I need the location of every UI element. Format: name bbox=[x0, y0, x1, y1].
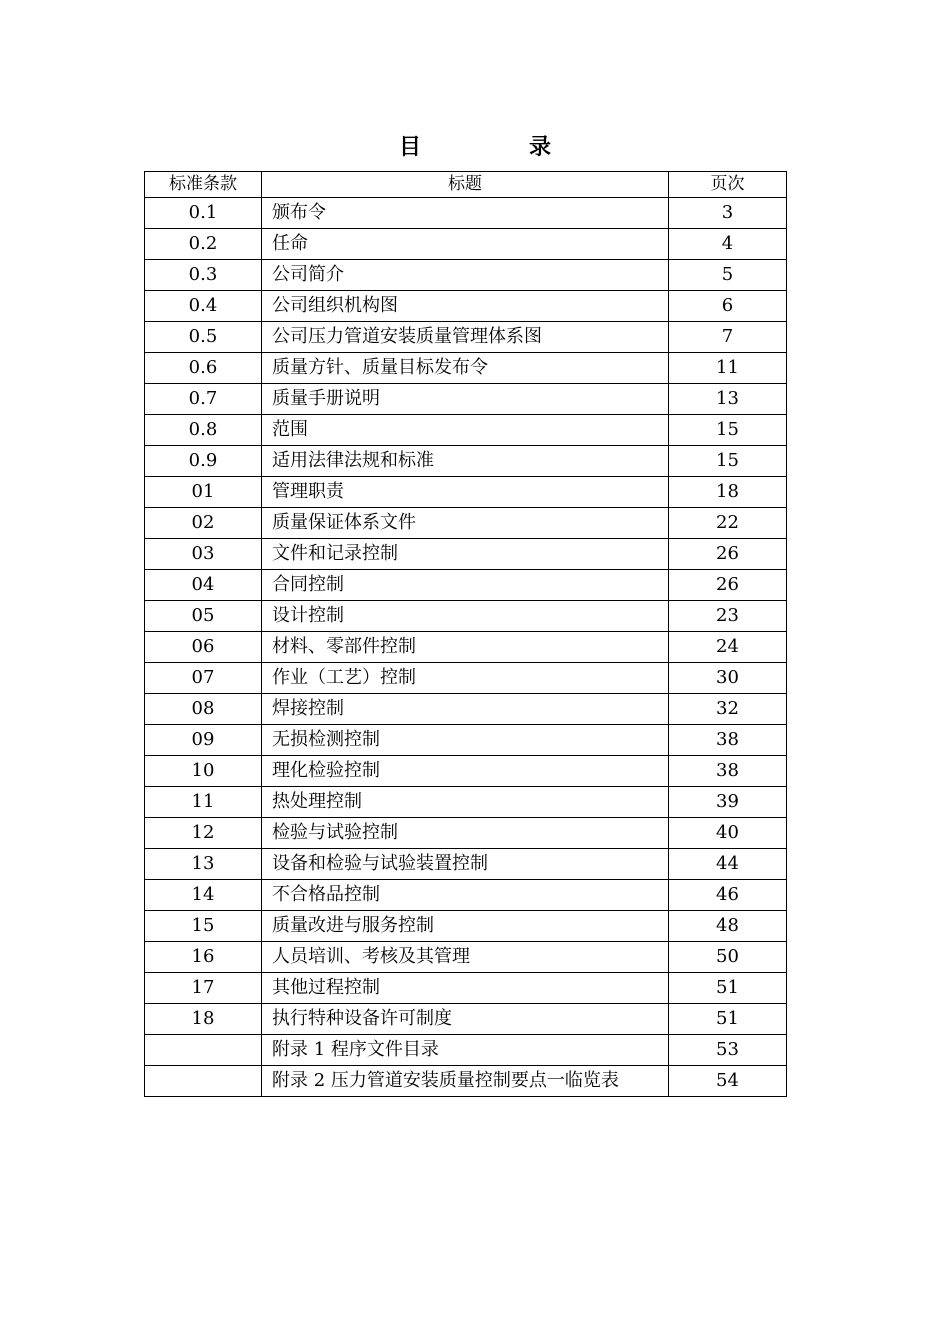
table-row bbox=[145, 415, 787, 446]
clause-number: 02 bbox=[145, 508, 262, 539]
clause-number: 09 bbox=[145, 725, 262, 756]
clause-number: 0.7 bbox=[145, 384, 262, 415]
clause-number: 0.2 bbox=[145, 229, 262, 260]
page-number: 23 bbox=[669, 601, 787, 632]
section-title: 文件和记录控制 bbox=[262, 539, 669, 570]
clause-number bbox=[145, 1066, 262, 1097]
header-clause: 标准条款 bbox=[145, 172, 262, 198]
clause-number: 0.3 bbox=[145, 260, 262, 291]
section-title: 其他过程控制 bbox=[262, 973, 669, 1004]
title-char-2: 录 bbox=[529, 135, 552, 160]
table-row bbox=[145, 849, 787, 880]
section-title: 无损检测控制 bbox=[262, 725, 669, 756]
page-number: 40 bbox=[669, 818, 787, 849]
page-number: 54 bbox=[669, 1066, 787, 1097]
clause-number: 01 bbox=[145, 477, 262, 508]
section-title: 执行特种设备许可制度 bbox=[262, 1004, 669, 1035]
clause-number: 0.5 bbox=[145, 322, 262, 353]
section-title: 检验与试验控制 bbox=[262, 818, 669, 849]
page-number: 50 bbox=[669, 942, 787, 973]
section-title: 热处理控制 bbox=[262, 787, 669, 818]
section-title: 范围 bbox=[262, 415, 669, 446]
table-row bbox=[145, 353, 787, 384]
table-row bbox=[145, 384, 787, 415]
table-row bbox=[145, 632, 787, 663]
section-title: 颁布令 bbox=[262, 198, 669, 229]
page-number: 51 bbox=[669, 973, 787, 1004]
section-title: 适用法律法规和标准 bbox=[262, 446, 669, 477]
table-row bbox=[145, 1035, 787, 1066]
table-row bbox=[145, 663, 787, 694]
section-title: 理化检验控制 bbox=[262, 756, 669, 787]
clause-number: 13 bbox=[145, 849, 262, 880]
section-title: 任命 bbox=[262, 229, 669, 260]
section-title: 设计控制 bbox=[262, 601, 669, 632]
page-number: 38 bbox=[669, 756, 787, 787]
page-number: 5 bbox=[669, 260, 787, 291]
page-number: 51 bbox=[669, 1004, 787, 1035]
section-title: 公司组织机构图 bbox=[262, 291, 669, 322]
table-row bbox=[145, 787, 787, 818]
clause-number: 0.9 bbox=[145, 446, 262, 477]
clause-number: 0.6 bbox=[145, 353, 262, 384]
table-row bbox=[145, 229, 787, 260]
table-row bbox=[145, 911, 787, 942]
clause-number: 08 bbox=[145, 694, 262, 725]
clause-number: 0.1 bbox=[145, 198, 262, 229]
section-title: 附录 1 程序文件目录 bbox=[262, 1035, 669, 1066]
clause-number: 04 bbox=[145, 570, 262, 601]
page-number: 39 bbox=[669, 787, 787, 818]
table-row bbox=[145, 539, 787, 570]
page-number: 22 bbox=[669, 508, 787, 539]
page-number: 7 bbox=[669, 322, 787, 353]
clause-number: 07 bbox=[145, 663, 262, 694]
section-title: 作业（工艺）控制 bbox=[262, 663, 669, 694]
table-row bbox=[145, 1066, 787, 1097]
clause-number: 15 bbox=[145, 911, 262, 942]
page-number: 26 bbox=[669, 570, 787, 601]
page-number: 6 bbox=[669, 291, 787, 322]
page-number: 46 bbox=[669, 880, 787, 911]
table-row bbox=[145, 601, 787, 632]
clause-number: 06 bbox=[145, 632, 262, 663]
table-row bbox=[145, 260, 787, 291]
section-title: 公司压力管道安装质量管理体系图 bbox=[262, 322, 669, 353]
table-row bbox=[145, 322, 787, 353]
header-title: 标题 bbox=[262, 172, 669, 198]
section-title: 焊接控制 bbox=[262, 694, 669, 725]
table-row bbox=[145, 198, 787, 229]
clause-number: 0.8 bbox=[145, 415, 262, 446]
section-title: 材料、零部件控制 bbox=[262, 632, 669, 663]
section-title: 合同控制 bbox=[262, 570, 669, 601]
clause-number: 12 bbox=[145, 818, 262, 849]
header-page: 页次 bbox=[669, 172, 787, 198]
clause-number: 14 bbox=[145, 880, 262, 911]
title-char-1: 目 bbox=[398, 135, 421, 160]
table-row bbox=[145, 291, 787, 322]
table-row bbox=[145, 477, 787, 508]
page-number: 38 bbox=[669, 725, 787, 756]
section-title: 质量改进与服务控制 bbox=[262, 911, 669, 942]
section-title: 质量方针、质量目标发布令 bbox=[262, 353, 669, 384]
clause-number: 10 bbox=[145, 756, 262, 787]
page-number: 11 bbox=[669, 353, 787, 384]
page-number: 24 bbox=[669, 632, 787, 663]
page-number: 44 bbox=[669, 849, 787, 880]
page-number: 53 bbox=[669, 1035, 787, 1066]
section-title: 质量保证体系文件 bbox=[262, 508, 669, 539]
page-number: 18 bbox=[669, 477, 787, 508]
document-title bbox=[0, 133, 950, 163]
table-row bbox=[145, 973, 787, 1004]
page-number: 32 bbox=[669, 694, 787, 725]
toc-table-body bbox=[145, 198, 787, 1097]
clause-number: 03 bbox=[145, 539, 262, 570]
table-row bbox=[145, 508, 787, 539]
section-title: 管理职责 bbox=[262, 477, 669, 508]
section-title: 人员培训、考核及其管理 bbox=[262, 942, 669, 973]
clause-number: 11 bbox=[145, 787, 262, 818]
clause-number: 17 bbox=[145, 973, 262, 1004]
page-number: 4 bbox=[669, 229, 787, 260]
table-row bbox=[145, 725, 787, 756]
toc-table bbox=[144, 171, 787, 1097]
page-number: 30 bbox=[669, 663, 787, 694]
table-row bbox=[145, 756, 787, 787]
section-title: 不合格品控制 bbox=[262, 880, 669, 911]
page-number: 26 bbox=[669, 539, 787, 570]
table-row bbox=[145, 570, 787, 601]
clause-number: 18 bbox=[145, 1004, 262, 1035]
section-title: 附录 2 压力管道安装质量控制要点一临览表 bbox=[262, 1066, 669, 1097]
section-title: 设备和检验与试验装置控制 bbox=[262, 849, 669, 880]
clause-number bbox=[145, 1035, 262, 1066]
table-row bbox=[145, 694, 787, 725]
table-row bbox=[145, 446, 787, 477]
toc-table-header bbox=[145, 172, 787, 198]
table-row bbox=[145, 942, 787, 973]
clause-number: 05 bbox=[145, 601, 262, 632]
page-number: 15 bbox=[669, 446, 787, 477]
page-number: 3 bbox=[669, 198, 787, 229]
page-number: 13 bbox=[669, 384, 787, 415]
table-row bbox=[145, 880, 787, 911]
page-number: 48 bbox=[669, 911, 787, 942]
clause-number: 0.4 bbox=[145, 291, 262, 322]
table-row bbox=[145, 1004, 787, 1035]
page-number: 15 bbox=[669, 415, 787, 446]
table-row bbox=[145, 818, 787, 849]
header-row bbox=[145, 172, 787, 198]
section-title: 质量手册说明 bbox=[262, 384, 669, 415]
section-title: 公司简介 bbox=[262, 260, 669, 291]
clause-number: 16 bbox=[145, 942, 262, 973]
